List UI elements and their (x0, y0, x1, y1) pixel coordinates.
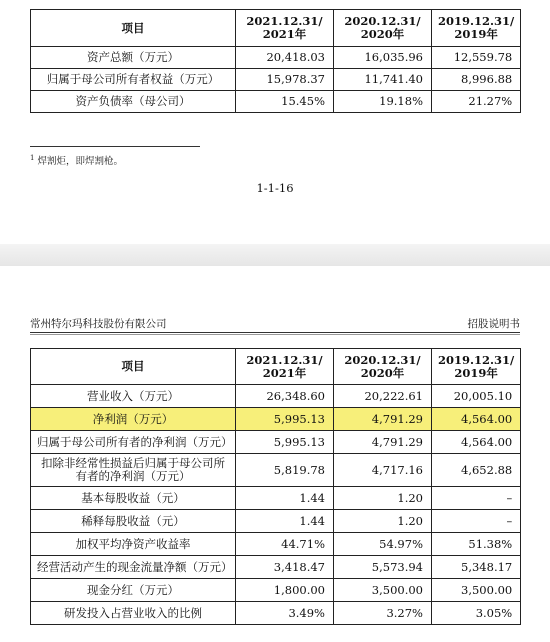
footnote-divider (30, 146, 200, 147)
header-2020: 2020.12.31/ 2020年 (334, 10, 432, 47)
cell-2019: 4,652.88 (432, 454, 521, 487)
row-label: 归属于母公司所有者的净利润（万元） (31, 431, 236, 454)
company-name: 常州特尔玛科技股份有限公司 (30, 318, 167, 330)
table-row (31, 602, 521, 625)
cell-2020: 54.97% (334, 533, 432, 556)
cell-2020: 20,222.61 (334, 385, 432, 408)
cell-2021: 3,418.47 (236, 556, 334, 579)
header-2019: 2019.12.31/ 2019年 (432, 349, 521, 385)
row-label: 资产总额（万元） (31, 47, 236, 69)
row-label: 经营活动产生的现金流量净额（万元） (31, 556, 236, 579)
row-label: 加权平均净资产收益率 (31, 533, 236, 556)
row-label: 稀释每股收益（元） (31, 510, 236, 533)
cell-2021: 20,418.03 (236, 47, 334, 69)
table-header-row (31, 349, 521, 385)
cell-2021: 5,819.78 (236, 454, 334, 487)
table-row-highlighted (31, 408, 521, 431)
cell-2021: 1,800.00 (236, 579, 334, 602)
table-row (31, 91, 521, 113)
table-row (31, 454, 521, 487)
footnote (30, 153, 123, 167)
header-2019: 2019.12.31/ 2019年 (432, 10, 521, 47)
cell-2020: 19.18% (334, 91, 432, 113)
header-2021: 2021.12.31/ 2021年 (236, 349, 334, 385)
header-rule (30, 332, 520, 333)
cell-2020: 3,500.00 (334, 579, 432, 602)
cell-2021: 15.45% (236, 91, 334, 113)
cell-2019: 20,005.10 (432, 385, 521, 408)
row-label: 资产负债率（母公司） (31, 91, 236, 113)
row-label: 现金分红（万元） (31, 579, 236, 602)
cell-2019: 3,500.00 (432, 579, 521, 602)
page-number: 1-1-16 (256, 181, 294, 195)
header-item: 项目 (31, 349, 236, 385)
footnote-text: 焊割炬，即焊割枪。 (37, 156, 124, 167)
cell-2020: 4,717.16 (334, 454, 432, 487)
header-2021: 2021.12.31/ 2021年 (236, 10, 334, 47)
cell-2021: 5,995.13 (236, 431, 334, 454)
cell-2020: 1.20 (334, 510, 432, 533)
cell-2020: 11,741.40 (334, 69, 432, 91)
cell-2021: 5,995.13 (236, 408, 334, 431)
cell-2021: 1.44 (236, 510, 334, 533)
cell-2019: 51.38% (432, 533, 521, 556)
table-header-row (31, 10, 521, 47)
table-row (31, 431, 521, 454)
row-label: 净利润（万元） (31, 408, 236, 431)
header-2020: 2020.12.31/ 2020年 (334, 349, 432, 385)
header-item: 项目 (31, 10, 236, 47)
footnote-marker: 1 (30, 153, 35, 162)
cell-2021: 44.71% (236, 533, 334, 556)
income-summary-table (30, 348, 521, 625)
cell-2019: 4,564.00 (432, 431, 521, 454)
table-row (31, 487, 521, 510)
cell-2019: – (432, 487, 521, 510)
prospectus-page-lower (0, 266, 550, 642)
cell-2019: – (432, 510, 521, 533)
cell-2020: 4,791.29 (334, 408, 432, 431)
page-gap (0, 244, 550, 266)
cell-2019: 8,996.88 (432, 69, 521, 91)
cell-2020: 3.27% (334, 602, 432, 625)
balance-sheet-summary-table (30, 9, 521, 113)
document-title: 招股说明书 (467, 318, 520, 330)
header-rule-thin (30, 334, 520, 335)
table-row (31, 69, 521, 91)
prospectus-page-upper (0, 0, 550, 244)
row-label: 归属于母公司所有者权益（万元） (31, 69, 236, 91)
table-row (31, 579, 521, 602)
cell-2019: 5,348.17 (432, 556, 521, 579)
row-label: 营业收入（万元） (31, 385, 236, 408)
cell-2021: 3.49% (236, 602, 334, 625)
cell-2019: 12,559.78 (432, 47, 521, 69)
row-label: 研发投入占营业收入的比例 (31, 602, 236, 625)
table-row (31, 47, 521, 69)
table-row (31, 533, 521, 556)
table-row (31, 385, 521, 408)
cell-2020: 16,035.96 (334, 47, 432, 69)
cell-2021: 1.44 (236, 487, 334, 510)
cell-2019: 3.05% (432, 602, 521, 625)
cell-2020: 1.20 (334, 487, 432, 510)
row-label: 基本每股收益（元） (31, 487, 236, 510)
cell-2019: 21.27% (432, 91, 521, 113)
cell-2021: 26,348.60 (236, 385, 334, 408)
row-label: 扣除非经常性损益后归属于母公司所有者的净利润（万元） (31, 454, 236, 487)
table-row (31, 556, 521, 579)
table-row (31, 510, 521, 533)
cell-2021: 15,978.37 (236, 69, 334, 91)
cell-2020: 4,791.29 (334, 431, 432, 454)
cell-2019: 4,564.00 (432, 408, 521, 431)
cell-2020: 5,573.94 (334, 556, 432, 579)
